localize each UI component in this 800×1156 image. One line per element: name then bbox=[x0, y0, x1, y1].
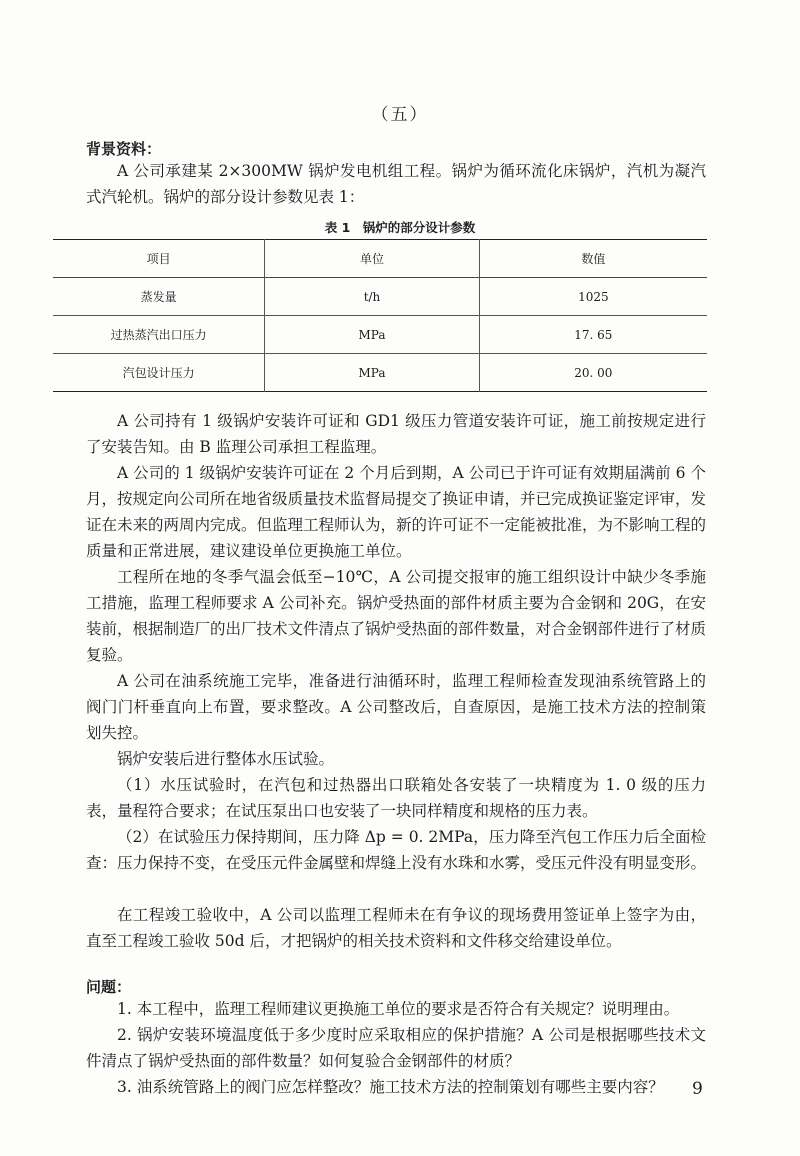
header-value: 数值 bbox=[479, 240, 707, 278]
table-caption: 表 1 锅炉的部分设计参数 bbox=[324, 220, 476, 235]
cell-item: 蒸发量 bbox=[140, 290, 177, 304]
paragraph-handover: 在工程竣工验收中，A 公司以监理工程师未在有争议的现场费用签证单上签字为由，直至工程竣工验收 50d 后，才把锅炉的相关技术资料和文件移交给建设单位。 bbox=[86, 906, 706, 950]
paragraph-hydrotest-intro: 锅炉安装后进行整体水压试验。 bbox=[117, 750, 335, 768]
background-heading: 背景资料： bbox=[86, 140, 162, 158]
question-item: 2. 锅炉安装环境温度低于多少度时应采取相应的保护措施？A 公司是根据哪些技术文件清点了锅炉受热面的部件数量？如何复验合金钢部件的材质？ bbox=[86, 1026, 706, 1070]
paragraph-hydrotest-1: （1）水压试验时，在汽包和过热器出口联箱处各安装了一块精度为 1. 0 级的压力表，量程符合要求；在试压泵出口也安装了一块同样精度和规格的压力表。 bbox=[86, 776, 706, 820]
question-item: 1. 本工程中，监理工程师建议更换施工单位的要求是否符合有关规定？说明理由。 bbox=[117, 1000, 680, 1018]
header-item: 项目 bbox=[146, 252, 171, 266]
table-header-row bbox=[53, 240, 707, 278]
table-row bbox=[53, 354, 707, 392]
page-number: 9 bbox=[692, 1079, 703, 1099]
paragraph-renewal: A 公司的 1 级锅炉安装许可证在 2 个月后到期，A 公司已于许可证有效期届满前 6 个月，按规定向公司所在地省级质量技术监督局提交了换证申请，并已完成换证鉴定评审，发证在未来的两周内完成。但监理工程师认为，新的许可证不一定能被批准，为不影响工程的质量和正常进展，建议建设单位更换施工单位。 bbox=[86, 464, 707, 560]
paragraph-oil-system: A 公司在油系统施工完毕，准备进行油循环时，监理工程师检查发现油系统管路上的阀门门杆垂直向上布置，要求整改。A 公司整改后，自查原因，是施工技术方法的控制策划失控。 bbox=[86, 672, 706, 742]
questions-heading: 问题： bbox=[86, 978, 132, 996]
table-row bbox=[53, 316, 707, 354]
cell-unit: t/h bbox=[265, 278, 479, 316]
design-parameters-table bbox=[53, 239, 707, 392]
paragraph-winter: 工程所在地的冬季气温会低至−10℃，A 公司提交报审的施工组织设计中缺少冬季施工措施，监理工程师要求 A 公司补充。锅炉受热面的部件材质主要为合金钢和 20G，在安装前，根据制造厂的出厂技术文件清点了锅炉受热面的部件数量，对合金钢部件进行了材质复验。 bbox=[86, 568, 707, 664]
header-unit: 单位 bbox=[265, 240, 479, 278]
background-intro: A 公司承建某 2×300MW 锅炉发电机组工程。锅炉为循环流化床锅炉，汽机为凝汽式汽轮机。锅炉的部分设计参数见表 1： bbox=[86, 162, 706, 206]
cell-item: 过热蒸汽出口压力 bbox=[110, 328, 207, 342]
cell-item: 汽包设计压力 bbox=[122, 366, 195, 380]
question-item: 3. 油系统管路上的阀门应怎样整改？施工技术方法的控制策划有哪些主要内容？ bbox=[117, 1078, 664, 1096]
cell-unit: MPa bbox=[265, 316, 479, 354]
paragraph-hydrotest-2: （2）在试验压力保持期间，压力降 Δp = 0. 2MPa，压力降至汽包工作压力后全面检查：压力保持不变，在受压元件金属壁和焊缝上没有水珠和水雾，受压元件没有明显变形。 bbox=[86, 828, 707, 872]
cell-value: 1025 bbox=[479, 278, 707, 316]
cell-value: 17. 65 bbox=[479, 316, 707, 354]
cell-value: 20. 00 bbox=[479, 354, 707, 392]
paragraph-license: A 公司持有 1 级锅炉安装许可证和 GD1 级压力管道安装许可证，施工前按规定进行了安装告知。由 B 监理公司承担工程监理。 bbox=[86, 412, 706, 456]
cell-unit: MPa bbox=[265, 354, 479, 392]
section-title: （五） bbox=[371, 105, 429, 125]
table-row bbox=[53, 278, 707, 316]
